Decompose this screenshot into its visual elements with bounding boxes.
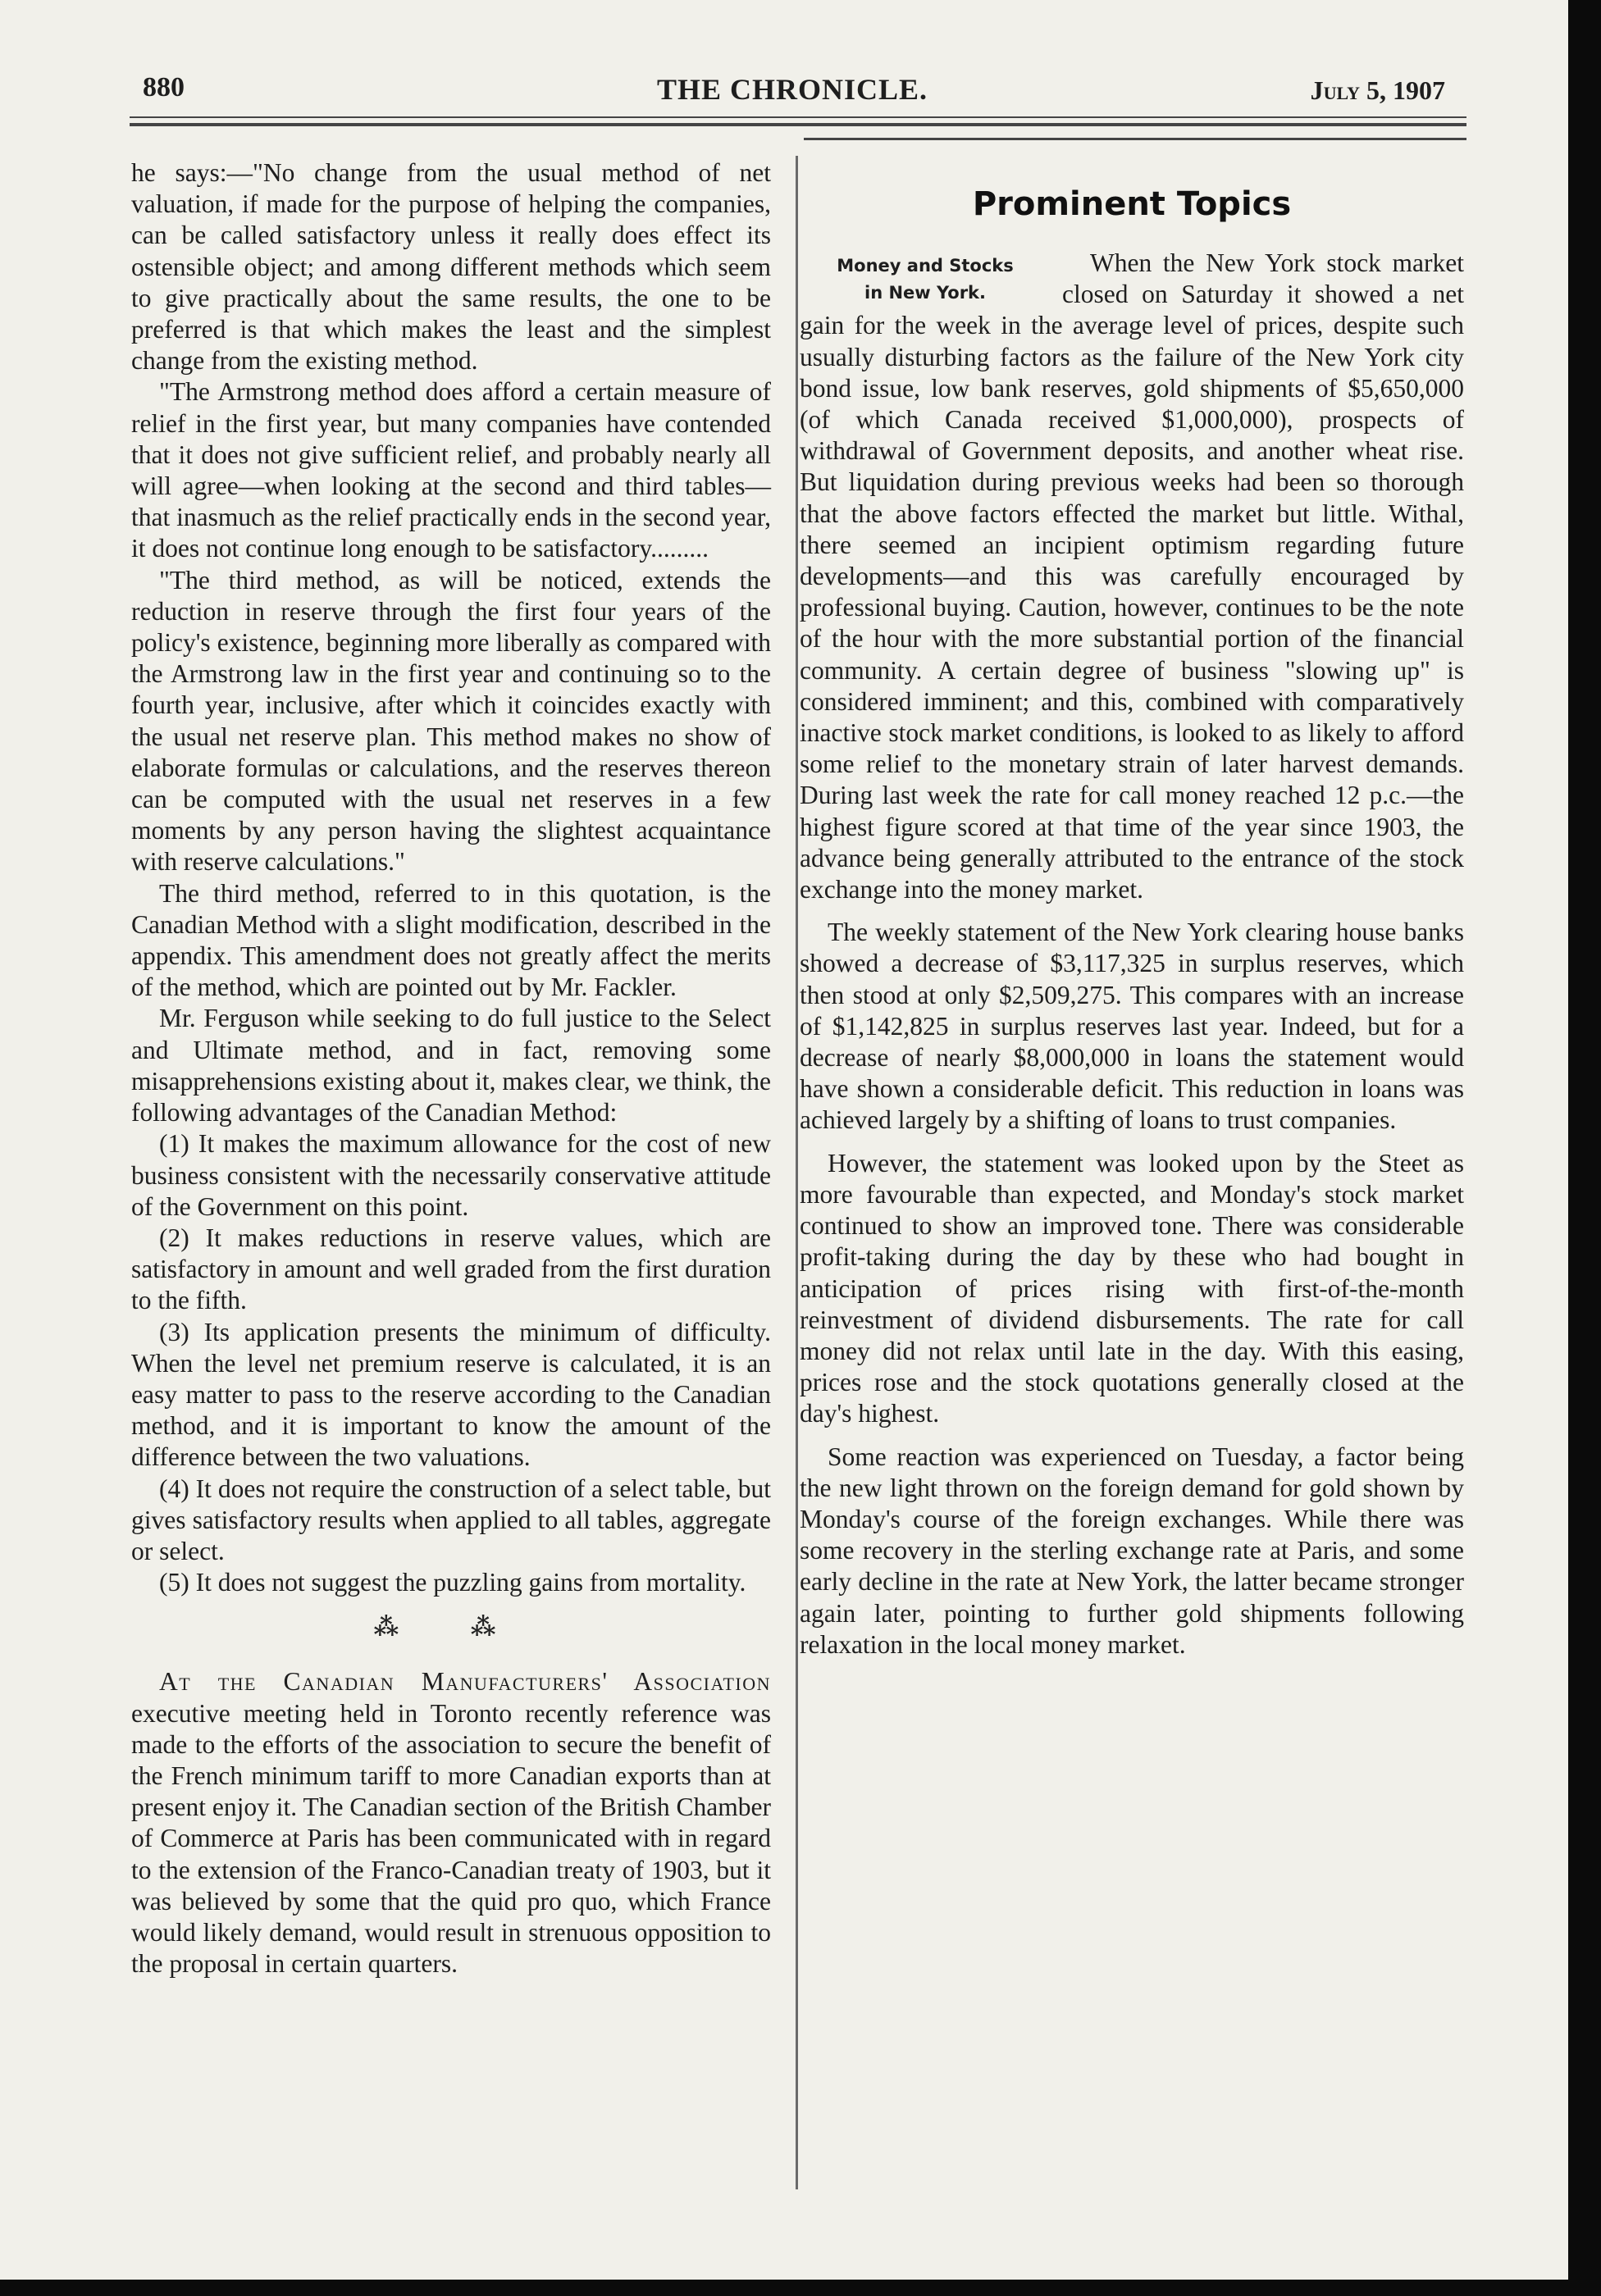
list-item: (1) It makes the maximum allowance for the cost of new business consistent with the necessarily conservative attitude of the Government on this point. (131, 1129, 771, 1221)
list-item: (4) It does not require the construction of a select table, but gives satisfactory results when applied to all tables, aggregate or select. (131, 1474, 771, 1565)
header-rule (130, 116, 1466, 118)
article-paragraph: "The Armstrong method does afford a certain measure of relief in the first year, but many companies have contended that it does not give sufficient relief, and probably nearly all will agree—when looking at the second and third tables—that inasmuch as the relief practically ends in the second year, it does not continue long enough to be satisfactory......... (131, 377, 771, 563)
article-paragraph: The weekly statement of the New York clearing house banks showed a decrease of $3,117,325 in surplus reserves, which then stood at only $2,509,275. This compares with an increase of $1,142,825 in surplus reserves last year. Indeed, but for a decrease of nearly $8,000,000 in loans the statement would have shown a considerable deficit. This reduction in loans was achieved largely by a shifting of loans to trust companies. (800, 918, 1464, 1135)
header-rule-thick (130, 123, 1466, 126)
side-heading-line: in New York. (864, 283, 986, 303)
article-paragraph: When the New York stock market closed on Saturday it showed a net gain for the week in the average level of prices, despite such usually disturbing factors as the failure of the New York city bond issue, low bank reserves, gold shipments of $5,650,000 (of which Canada received $1,000,000), prospects of withdrawal of Government deposits, and another wheat rise. But liquidation during previous weeks had been so thorough that the above factors effected the market but little. Withal, there seemed an incipient optimism regarding future developments—and this was carefully encouraged by professional buying. Caution, however, continues to be the note of the hour with the more substantial portion of the financial community. A certain degree of business "slowing up" is considered imminent; and this, combined with comparatively inactive stock market conditions, is looked to as likely to afford some relief to the monetary strain of later harvest demands. During last week the rate for call money reached 12 p.c.—the highest figure scored at that time of the year since 1903, the advance being generally attributed to the entrance of the stock exchange into the money market. (800, 248, 1464, 904)
left-column (131, 157, 771, 1979)
article-paragraph: Some reaction was experienced on Tuesday, a factor being the new light thrown on the foreign demand for gold shown by Monday's course of the foreign exchanges. While there was some recovery in the sterling exchange rate at Paris, and some early decline in the rate at New York, the latter became stronger again later, pointing to further gold shipments following relaxation in the local money market. (800, 1442, 1464, 1659)
section-rule (804, 138, 1466, 140)
association-paragraph (131, 1666, 771, 1979)
issue-date: July 5, 1907 (1310, 75, 1445, 105)
list-item: (3) Its application presents the minimum of difficulty. When the level net premium reserve is calculated, it is an easy matter to pass to the reserve according to the Canadian method, and it is important to know the amount of the difference between the two valuations. (131, 1317, 771, 1472)
section-ornament: ⁂ ⁂ (373, 1614, 529, 1642)
publication-title: THE CHRONICLE. (656, 73, 928, 106)
scan-border-right (1568, 0, 1601, 2296)
list-item: (5) It does not suggest the puzzling gains from mortality. (159, 1568, 746, 1597)
list-item: (2) It makes reductions in reserve values, which are satisfactory in amount and well graded from the first duration to the fifth. (131, 1223, 771, 1315)
page-number: 880 (143, 72, 185, 102)
article-paragraph: The third method, referred to in this quotation, is the Canadian Method with a slight modification, described in the appendix. This amendment does not greatly affect the merits of the method, which are pointed out by Mr. Fackler. (131, 878, 771, 1002)
article-paragraph: However, the statement was looked upon by the Steet as more favourable than expected, and Monday's stock market continued to show an improved tone. There was considerable profit-taking during the day by these who had bought in anticipation of prices rising with first-of-the-month reinvestment of dividend disbursements. The rate for call money did not relax until late in the day. With this easing, prices rose and the stock quotations generally closed at the day's highest. (800, 1148, 1464, 1428)
article-paragraph: he says:—"No change from the usual method of net valuation, if made for the purpose of helping the companies, can be called satisfactory unless it really does effect its ostensible object; and among different methods which seem to give practically about the same results, the one to be preferred is that which makes the least and the simplest change from the existing method. (131, 158, 771, 376)
side-heading-line: Money and Stocks (837, 256, 1014, 276)
column-divider (796, 156, 798, 2189)
association-text: executive meeting held in Toronto recently reference was made to the efforts of the association to secure the benefit of the French minimum tariff to more Canadian exports than at present enjoy it. The Canadian section of the British Chamber of Commerce at Paris has been communicated with in regard to the extension of the Franco-Canadian treaty of 1903, but it was believed by some that the quid pro quo, which France would likely demand, would result in strenuous opposition to the proposal in certain quarters. (131, 1698, 771, 1979)
section-heading: Prominent Topics (972, 185, 1292, 223)
page-header (123, 72, 1462, 113)
association-lead: At the Canadian Manufacturers' Association (159, 1667, 771, 1697)
article-paragraph: Mr. Ferguson while seeking to do full justice to the Select and Ultimate method, and in fact, removing some misapprehensions existing about it, makes clear, we think, the following advantages of the Canadian Method: (131, 1004, 771, 1128)
scan-border-bottom (0, 2280, 1601, 2296)
right-column (800, 157, 1464, 1660)
article-paragraph: "The third method, as will be noticed, extends the reduction in reserve through the first four years of the policy's existence, beginning more liberally as compared with the Armstrong law in the first year and continuing so to the fourth year, inclusive, after which it coincides exactly with the usual net reserve plan. This method makes no show of elaborate formulas or calculations, and the reserves thereon can be computed with the usual net reserves in a few moments by any person having the slightest acquaintance with reserve calculations." (131, 565, 771, 877)
side-heading (800, 253, 1051, 307)
